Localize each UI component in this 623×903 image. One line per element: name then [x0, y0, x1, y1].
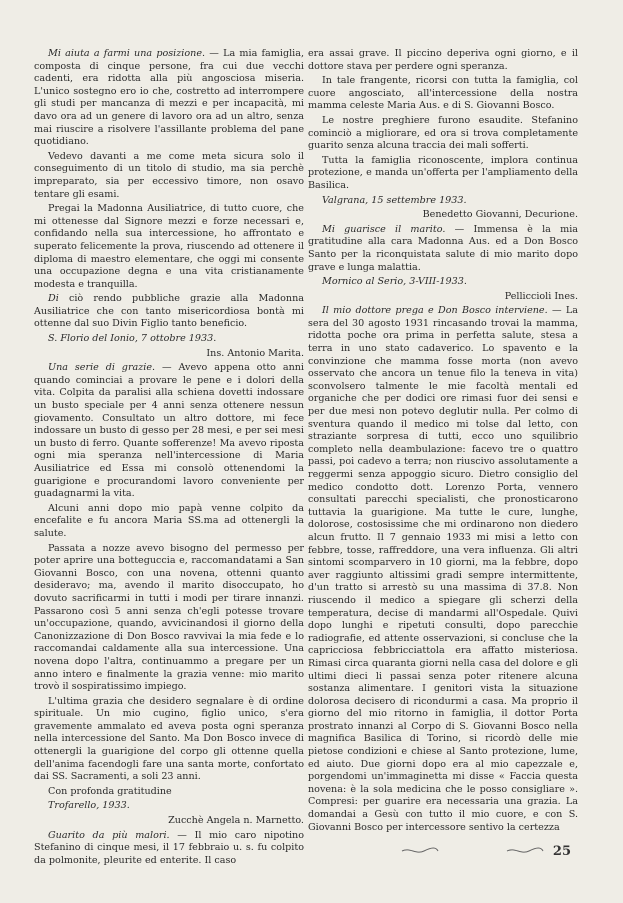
- testimony-signature: Zucchè Angela n. Marnetto.: [168, 815, 304, 827]
- testimony-paragraph: In tale frangente, ricorsi con tutta la famiglia, col cuore angosciato, all'intercessione della nostra mamma celeste Maria Aus. e di S. Giovanni Bosco.: [308, 75, 578, 112]
- testimony-text: — La mia famiglia, composta di cinque persone, fra cui due vecchi cadenti, era ridotta alla più angosciosa miseria. L'unico sostegno ero io che, costretto ad interrompere gli studi per mancanza di mezzi e per incapacità, mi davo ora ad un genere di lavoro ora ad un altro, senza mai riuscire a risolvere l'assillante problema del pane quotidiano.: [34, 48, 304, 148]
- testimony-heading: Mi guarisce il marito.: [322, 223, 446, 235]
- testimony-paragraph: Tutta la famiglia riconoscente, implora continua protezione, e manda un'offerta per l'ampliamento della Basilica.: [308, 154, 578, 191]
- testimony-paragraph: [34, 362, 304, 501]
- testimony-text: — Immensa è la mia gratitudine alla cara Madonna Aus. ed a Don Bosco Santo per la riconquistata salute di mio marito dopo grave e lunga malattia.: [308, 223, 578, 273]
- testimony-paragraph: L'ultima grazia che desidero segnalare è di ordine spirituale. Un mio cugino, figlio unico, s'era gravemente ammalato ed aveva posta ogni speranza nella intercessione del Santo. Ma Don Bosco invece di ottenergli la guarigione del corpo gli ottenne quella dell'anima facendogli fare una santa morte, confortato dai SS. Sacramenti, a soli 23 anni.: [34, 695, 304, 783]
- testimony-paragraph: Vedevo davanti a me come meta sicura solo il conseguimento di un titolo di studio, ma sia perchè impreparato, sia per eccessivo timore, non osavo tentare gli esami.: [34, 150, 304, 200]
- footer-ornament-left: [400, 847, 440, 855]
- testimony-heading: Di: [48, 293, 59, 305]
- testimony-paragraph: [34, 830, 304, 868]
- testimony-signature: Pelliccioli Ines.: [504, 290, 578, 302]
- testimony-heading: Il mio dottore prega e Don Bosco interviene.: [322, 305, 548, 317]
- testimony-paragraph: era assai grave. Il piccino deperiva ogni giorno, e il dottore stava per perdere ogni speranza.: [308, 48, 578, 72]
- testimony-text: — Avevo appena otto anni quando cominciai a provare le pene e i dolori della vita. Colpita da paralisi alla schiena dovetti indossare un busto speciale per 4 anni senza ottenere nessun giovamento. Consultato un altro dottore, mi fece indossare un busto di gesso per 28 mesi, e per sei mesi un busto di ferro. Quante sofferenze! Ma avevo riposta ogni mia speranza nell'intercessione di Maria Ausiliatrice ed Essa mi consolò ottenendomi la guarigione e procurandomi lavoro conveniente per guadagnarmi la vita.: [34, 362, 304, 500]
- testimony-paragraph: [308, 305, 578, 834]
- right-column: [308, 48, 578, 836]
- testimony-place-date: Mornico al Serio, 3-VIII-1933.: [322, 276, 467, 288]
- testimony-place-date: Valgrana, 15 settembre 1933.: [322, 194, 467, 206]
- testimony-paragraph: Pregai la Madonna Ausiliatrice, di tutto cuore, che mi ottenesse dal Signore mezzi e forze necessari e, confidando nella sua intercessione, ho affrontato e superato felicemente la prova, riuscendo ad ottenere il diploma di maestro elementare, che oggi mi consente una occupazione degna e una vita cristianamente modesta e tranquilla.: [34, 203, 304, 290]
- testimony-paragraph: [34, 293, 304, 331]
- testimony-place-date: Trofarello, 1933.: [48, 800, 130, 812]
- page-number: 25: [552, 844, 571, 859]
- testimony-paragraph: Passata a nozze avevo bisogno del permesso per poter aprire una botteguccia e, raccomandatami a San Giovanni Bosco, con una novena, ottenni quanto desideravo; ma, avendo il marito disoccupato, ho dovuto sacrificarmi in tutti i modi per tirare innanzi. Passarono così 5 anni senza ch'egli potesse trovare un'occupazione, quando, avvicinandosi il giorno della Canonizzazione di Don Bosco ravvivai la mia fede e lo raccomandai caldamente alla sua intercessione. Una novena dopo l'altra, continuammo a pregare per un anno intero e finalmente la grazia venne: mio marito trovò il sospiratissimo impiego.: [34, 542, 304, 693]
- footer-ornament-right: [505, 847, 545, 855]
- testimony-heading: Mi aiuta a farmi una posizione.: [48, 48, 206, 59]
- testimony-signature: Ins. Antonio Marita.: [206, 347, 304, 359]
- testimony-heading: Guarito da più malori.: [48, 829, 170, 841]
- left-column: [34, 48, 304, 869]
- testimony-paragraph: Le nostre preghiere furono esaudite. Stefanino cominciò a migliorare, ed ora si trova completamente guarito senza alcuna traccia dei mali sofferti.: [308, 114, 578, 152]
- testimony-closing: Con profonda gratitudine: [48, 785, 172, 797]
- testimony-paragraph: [34, 48, 304, 149]
- testimony-signature: Benedetto Giovanni, Decurione.: [422, 209, 578, 221]
- testimony-paragraph: [308, 224, 578, 274]
- testimony-place-date: S. Florio del Ionio, 7 ottobre 1933.: [48, 333, 217, 345]
- testimony-text: — La sera del 30 agosto 1931 rincasando trovai la mamma, ridotta poche ora prima in perfetta salute, stesa a terra in uno stato cadaverico. Lo spavento e la convinzione che mamma fosse morta (non avevo osservato che ancora un tenue filo la teneva in vita) sconvolsero talmente le mie facoltà mentali ed organiche che per dodici ore rimasi fuor dei sensi e per due mesi non potevo deglutir nulla. Per colmo di sventura quando il medico mi tolse dal letto, con straziante sorpresa di tutti, ecco uno squilibrio completo nella deambulazione: facevo tre o quattro passi, poi cadevo a terra; non riuscivo assolutamente a reggermi senza appoggio sicuro. Dietro consiglio del medico condotto dott. Lorenzo Porta, vennero consultati parecchi specialisti, che pronosticarono tuttavia la guarigione. Ma tutte le cure, lunghe, dolorose, costosissime che mi ordinarono non diedero alcun frutto. Il 7 gennaio 1933 mi misi a letto con febbre, tosse, raffreddore, una vera influenza. Gli altri sintomi scomparvero in 10 giorni, ma la febbre, dopo aver raggiunto altissimi gradi sempre intermittente, d'un tratto si arrestò su una massima di 37.8. Non riuscendo il medico a spiegare gli scherzi della temperatura, decise di mandarmi all'Ospedale. Quivi dopo lunghi e ripetuti consulti, dopo parecchie radiografie, ed attente osservazioni, si concluse che la capricciosa febbricciattola era affatto misteriosa. Rimasi circa quaranta giorni nella casa del dolore e gli ultimi dieci li passai senza poter ritenere alcuna sostanza alimentare. I genitori vista la situazione dolorosa decisero di ricondurmi a casa. Ma proprio il giorno del mio ritorno in famiglia, il dottor Porta prostrato innanzi al Corpo di S. Giovanni Bosco nella magnifica Basilica di Torino, si ricordò delle mie pietose condizioni e chiese al Santo protezione, lume, ed aiuto. Due giorni dopo era al mio capezzale e, porgendomi un'immaginetta mi disse « Faccia questa novena: è la sola medicina che le posso consigliare ». Compresi: per guarire era necessaria una grazia. La domandai a Gesù con tutto il mio cuore, e con S. Giovanni Bosco per intercessore sentivo la certezza: [308, 305, 578, 833]
- testimony-paragraph: Alcuni anni dopo mio papà venne colpito da encefalite e fu ancora Maria SS.ma ad ottenergli la salute.: [34, 502, 304, 539]
- testimony-text: — Il mio caro nipotino Stefanino di cinque mesi, il 17 febbraio u. s. fu colpito da polmonite, pleurite ed enterite. Il caso: [34, 829, 304, 866]
- testimony-text: ciò rendo pubbliche grazie alla Madonna Ausiliatrice che con tanto misericordiosa bontà mi ottenne dal suo Divin Figlio tanto beneficio.: [34, 293, 304, 330]
- testimony-heading: Una serie di grazie.: [48, 362, 156, 374]
